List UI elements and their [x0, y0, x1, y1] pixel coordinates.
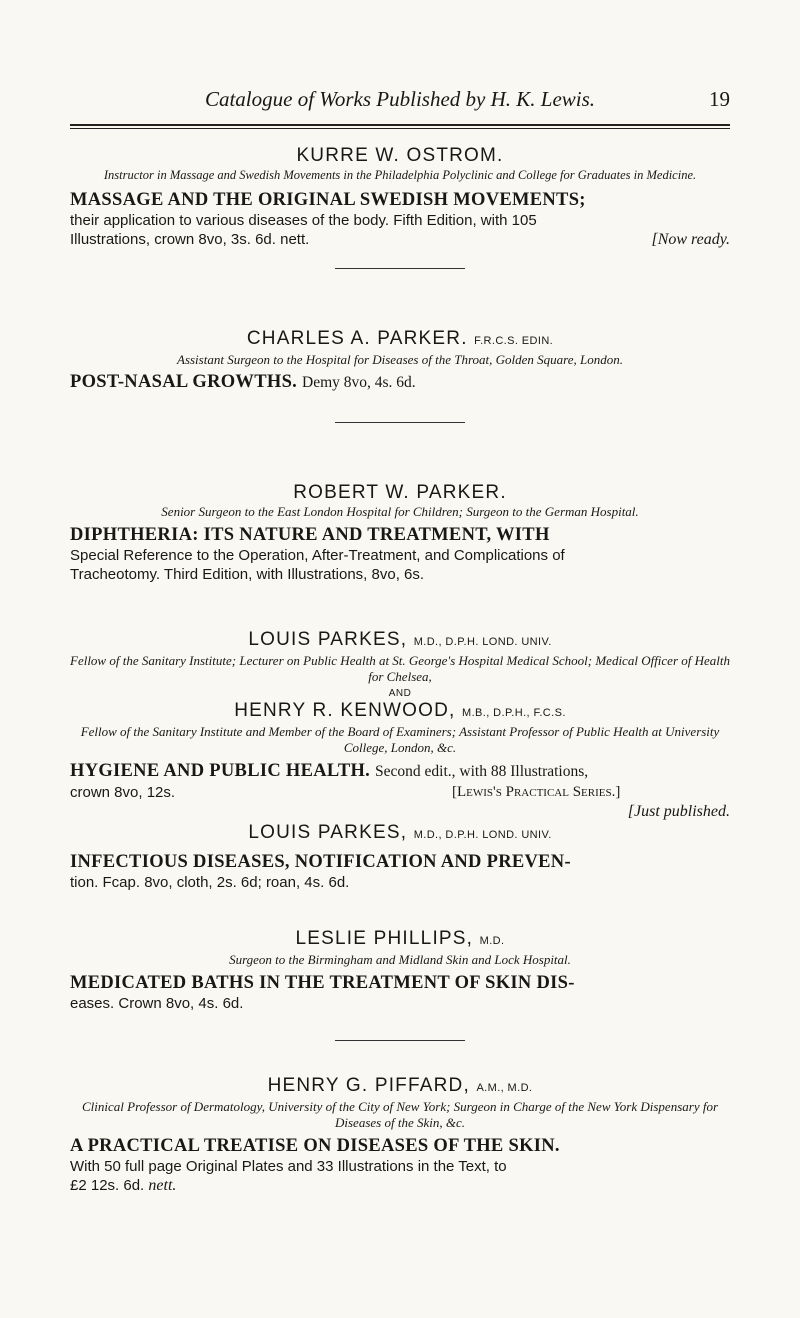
- book-details: [70, 994, 730, 1013]
- running-title: Catalogue of Works Published by H. K. Lewis.: [204, 87, 596, 111]
- running-head: [70, 87, 730, 115]
- author-degrees: F.R.C.S. EDIN.: [474, 335, 554, 347]
- author-description: Assistant Surgeon to the Hospital for Diseases of the Throat, Golden Square, London.: [177, 352, 623, 367]
- book-title: POST-NASAL GROWTHS.: [70, 372, 298, 392]
- second-author-heading: [70, 700, 730, 724]
- book-details: [70, 1157, 730, 1195]
- author-heading: [70, 928, 730, 952]
- author-heading: [70, 1075, 730, 1099]
- author-name: CHARLES A. PARKER.: [246, 328, 468, 349]
- book-title: MEDICATED BATHS IN THE TREATMENT OF SKIN DIS-: [70, 973, 575, 993]
- section-divider: [335, 422, 465, 423]
- entry-charles-parker: [70, 328, 730, 394]
- entry-robert-parker: [70, 482, 730, 584]
- detail-line: crown 8vo, 12s.: [70, 784, 176, 801]
- author-degrees: M.D., D.P.H. LOND. UNIV.: [413, 636, 552, 648]
- price: £2 12s. 6d.: [70, 1177, 145, 1194]
- detail-line: tion. Fcap. 8vo, cloth, 2s. 6d; roan, 4s. 6d.: [70, 874, 350, 891]
- detail-line: their application to various diseases of the body. Fifth Edition, with 105: [70, 212, 537, 229]
- author-degrees: M.D.: [479, 935, 505, 947]
- book-title: DIPHTHERIA: ITS NATURE AND TREATMENT, WITH: [70, 525, 550, 545]
- author-degrees: M.D., D.P.H. LOND. UNIV.: [413, 829, 552, 841]
- book-title-line: [70, 760, 730, 783]
- entry-piffard: [70, 1075, 730, 1195]
- author-description: Clinical Professor of Dermatology, University of the City of New York; Surgeon in Charge of the New York Dispensary for Diseases of the Skin, &c.: [81, 1099, 719, 1130]
- detail-line: Special Reference to the Operation, After-Treatment, and Complications of: [70, 547, 565, 564]
- book-title: MASSAGE AND THE ORIGINAL SWEDISH MOVEMENTS;: [70, 190, 586, 210]
- book-title-line: [70, 371, 730, 394]
- author-name: ROBERT W. PARKER.: [293, 482, 507, 503]
- book-details: [70, 546, 730, 584]
- entry-parkes-kenwood: [70, 629, 730, 821]
- second-author-description: Fellow of the Sanitary Institute and Member of the Board of Examiners; Assistant Professor of Public Health at University College, London, &c.: [80, 724, 720, 755]
- price-note: nett.: [148, 1177, 177, 1194]
- book-details: Demy 8vo, 4s. 6d.: [302, 374, 416, 391]
- detail-line: Tracheotomy. Third Edition, with Illustrations, 8vo, 6s.: [70, 566, 425, 583]
- entry-phillips: [70, 928, 730, 1013]
- author-description: Senior Surgeon to the East London Hospital for Children; Surgeon to the German Hospital.: [161, 504, 639, 519]
- second-author-name: HENRY R. KENWOOD,: [234, 700, 456, 721]
- second-author-degrees: M.B., D.P.H., F.C.S.: [462, 707, 566, 719]
- author-degrees: A.M., M.D.: [476, 1082, 533, 1094]
- book-details: [70, 873, 730, 892]
- series-name: [Lewis's Practical Series.]: [452, 784, 621, 800]
- author-description: Fellow of the Sanitary Institute; Lecturer on Public Health at St. George's Hospital Medical School; Medical Officer of Health for Chelsea,: [70, 653, 731, 684]
- availability-note: [Just published.: [627, 803, 730, 820]
- detail-line: With 50 full page Original Plates and 33 Illustrations in the Text, to: [70, 1158, 507, 1175]
- book-title: HYGIENE AND PUBLIC HEALTH.: [70, 761, 371, 781]
- author-name: LOUIS PARKES,: [248, 629, 408, 650]
- availability-note: [Now ready.: [651, 231, 730, 248]
- page-number: 19: [709, 87, 730, 111]
- entry-ostrom: [70, 145, 730, 249]
- author-heading: [70, 822, 730, 846]
- entry-parkes-infectious: [70, 822, 730, 892]
- author-description: Instructor in Massage and Swedish Movements in the Philadelphia Polyclinic and College for Graduates in Medicine.: [103, 168, 697, 182]
- author-name: LESLIE PHILLIPS,: [295, 928, 474, 949]
- author-name: HENRY G. PIFFARD,: [267, 1075, 470, 1096]
- author-description: Surgeon to the Birmingham and Midland Skin and Lock Hospital.: [229, 952, 571, 967]
- detail-line: Illustrations, crown 8vo, 3s. 6d. nett.: [70, 231, 310, 248]
- book-title: INFECTIOUS DISEASES, NOTIFICATION AND PREVEN-: [70, 852, 571, 872]
- book-details-line: [70, 783, 730, 802]
- book-title: A PRACTICAL TREATISE ON DISEASES OF THE SKIN.: [70, 1136, 560, 1156]
- detail-line: eases. Crown 8vo, 4s. 6d.: [70, 995, 244, 1012]
- section-divider: [335, 268, 465, 269]
- price-line: [70, 1176, 730, 1195]
- and-separator: AND: [388, 688, 412, 699]
- author-name: KURRE W. OSTROM.: [296, 145, 504, 166]
- book-details: Second edit., with 88 Illustrations,: [375, 763, 589, 780]
- book-details: [70, 211, 730, 249]
- section-divider: [335, 1040, 465, 1041]
- author-heading: [70, 629, 730, 653]
- header-rule: [70, 124, 730, 129]
- author-heading: [70, 328, 730, 352]
- author-name: LOUIS PARKES,: [248, 822, 408, 843]
